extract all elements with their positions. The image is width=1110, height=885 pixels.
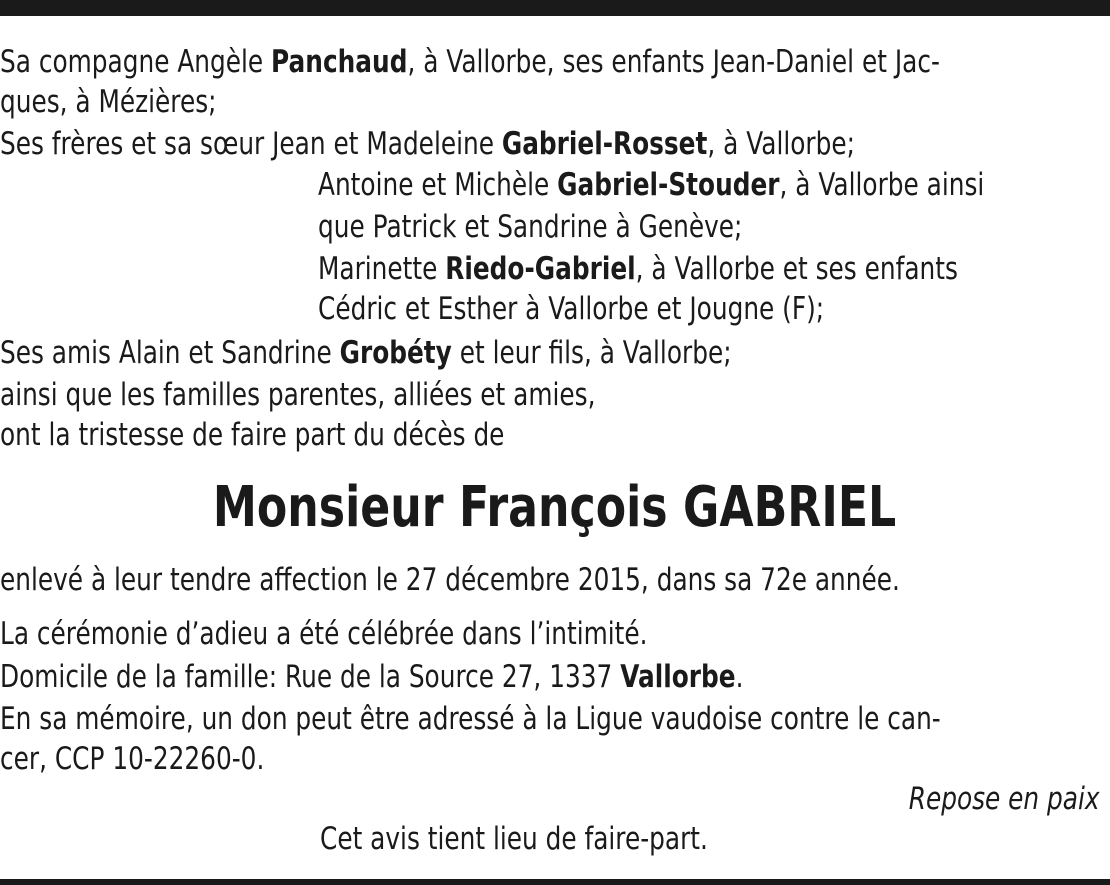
ceremony-line: La cérémonie d’adieu a été célébrée dans l’intimité.: [0, 616, 648, 652]
text-segment: Ses frères et sa sœur Jean et Madeleine: [0, 126, 502, 162]
text-segment: Sa compagne Angèle: [0, 44, 272, 80]
text-segment: , à Vallorbe;: [707, 126, 855, 162]
text-segment: Marinette: [318, 251, 446, 287]
family-line-2: ques, à Mézières;: [0, 84, 217, 120]
text-segment: et leur fils, à Vallorbe;: [451, 335, 732, 371]
family-line-10: ont la tristesse de faire part du décès de: [0, 417, 505, 453]
family-line-1: [0, 42, 940, 82]
bottom-border-rule: [0, 879, 1110, 885]
death-announcement: enlevé à leur tendre affection le 27 décembre 2015, dans sa 72e année.: [0, 562, 900, 598]
donation-line-2: cer, CCP 10-22260-0.: [0, 741, 265, 777]
text-segment: Antoine et Michèle: [318, 167, 558, 203]
notice-line: Cet avis tient lieu de faire-part.: [320, 821, 708, 857]
donation-line-1: En sa mémoire, un don peut être adressé à la Ligue vaudoise contre le can-: [0, 701, 941, 737]
text-segment: Domicile de la famille: Rue de la Source 27, 1337: [0, 659, 621, 695]
family-line-3: [0, 124, 855, 164]
family-line-7: Cédric et Esther à Vallorbe et Jougne (F);: [318, 291, 825, 327]
surname-panchaud: Panchaud: [271, 44, 408, 80]
text-segment: , à Vallorbe, ses enfants Jean-Daniel et Jac-: [407, 44, 940, 80]
text-segment: , à Vallorbe ainsi: [779, 167, 985, 203]
surname-grobety: Grobéty: [339, 335, 452, 371]
family-line-9: ainsi que les familles parentes, alliées et amies,: [0, 377, 596, 413]
closing-phrase: Repose en paix: [909, 781, 1100, 817]
text-segment: .: [735, 659, 744, 695]
text-segment: Ses amis Alain et Sandrine: [0, 335, 340, 371]
text-segment: , à Vallorbe et ses enfants: [635, 251, 958, 287]
family-line-4: [318, 165, 984, 205]
surname-gabriel-stouder: Gabriel-Stouder: [557, 167, 780, 203]
deceased-name-heading: [0, 474, 1110, 542]
family-line-8: [0, 333, 732, 373]
family-line-5: que Patrick et Sandrine à Genève;: [318, 209, 743, 245]
family-line-6: [318, 249, 958, 289]
deceased-name: Monsieur François GABRIEL: [213, 475, 897, 540]
surname-gabriel-rosset: Gabriel-Rosset: [501, 126, 708, 162]
surname-riedo-gabriel: Riedo-Gabriel: [445, 251, 636, 287]
domicile-line: [0, 657, 744, 697]
town-vallorbe: Vallorbe: [620, 659, 736, 695]
